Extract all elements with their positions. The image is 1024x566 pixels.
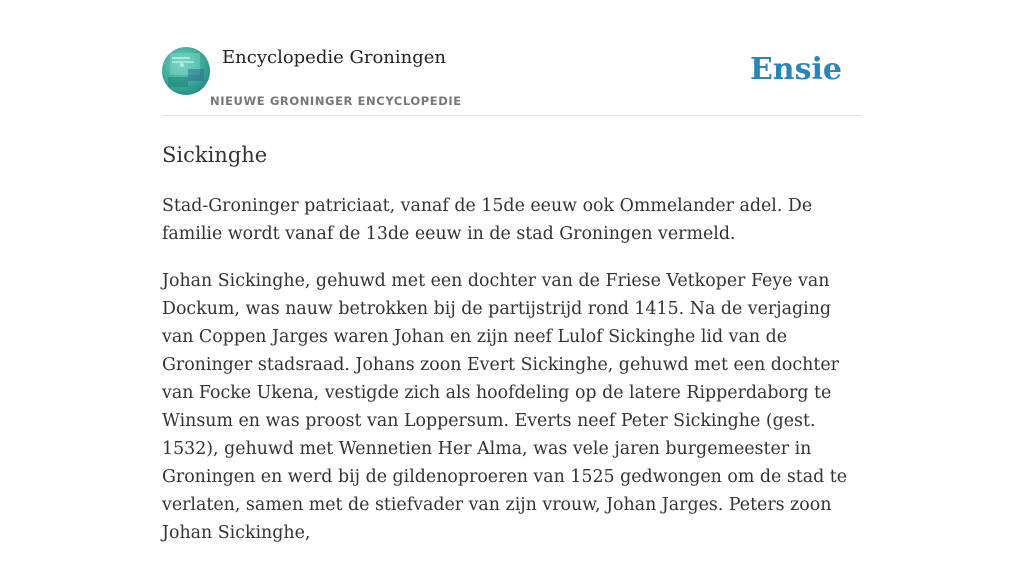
entry-title: Sickinghe	[162, 143, 268, 167]
site-logo[interactable]	[162, 47, 210, 95]
entry-content	[162, 192, 867, 566]
site-title-link[interactable]: Encyclopedie Groningen	[222, 47, 447, 68]
entry-paragraph: Stad-Groninger patriciaat, vanaf de 15de eeuw ook Ommelander adel. De familie wordt vanaf de 13de eeuw in de stad Groningen vermeld.	[162, 196, 813, 244]
site-subtitle: NIEUWE GRONINGER ENCYCLOPEDIE	[210, 94, 462, 108]
site-header	[162, 0, 862, 116]
ensie-brand-link[interactable]: Ensie	[749, 52, 842, 87]
entry-paragraph: Johan Sickinghe, gehuwd met een dochter van de Friese Vetkoper Feye van Dockum, was nauw betrokken bij de partijstrijd rond 1415. Na de verjaging van Coppen Jarges waren Johan en zijn neef Lulof Sickinghe lid van de Groninger stadsraad. Johans zoon Evert Sickinghe, gehuwd met een dochter van Focke Ukena, vestigde zich als hoofdeling op de latere Ripperdaborg te Winsum en was proost van Loppersum. Everts neef Peter Sickinghe (gest. 1532), gehuwd met Wennetien Her Alma, was vele jaren burgemeester in Groningen en werd bij de gildenoproeren van 1525 gedwongen om de stad te verlaten, samen met de stiefvader van zijn vrouw, Johan Jarges. Peters zoon Johan Sickinghe,	[162, 271, 848, 543]
logo-image-icon	[162, 47, 210, 95]
